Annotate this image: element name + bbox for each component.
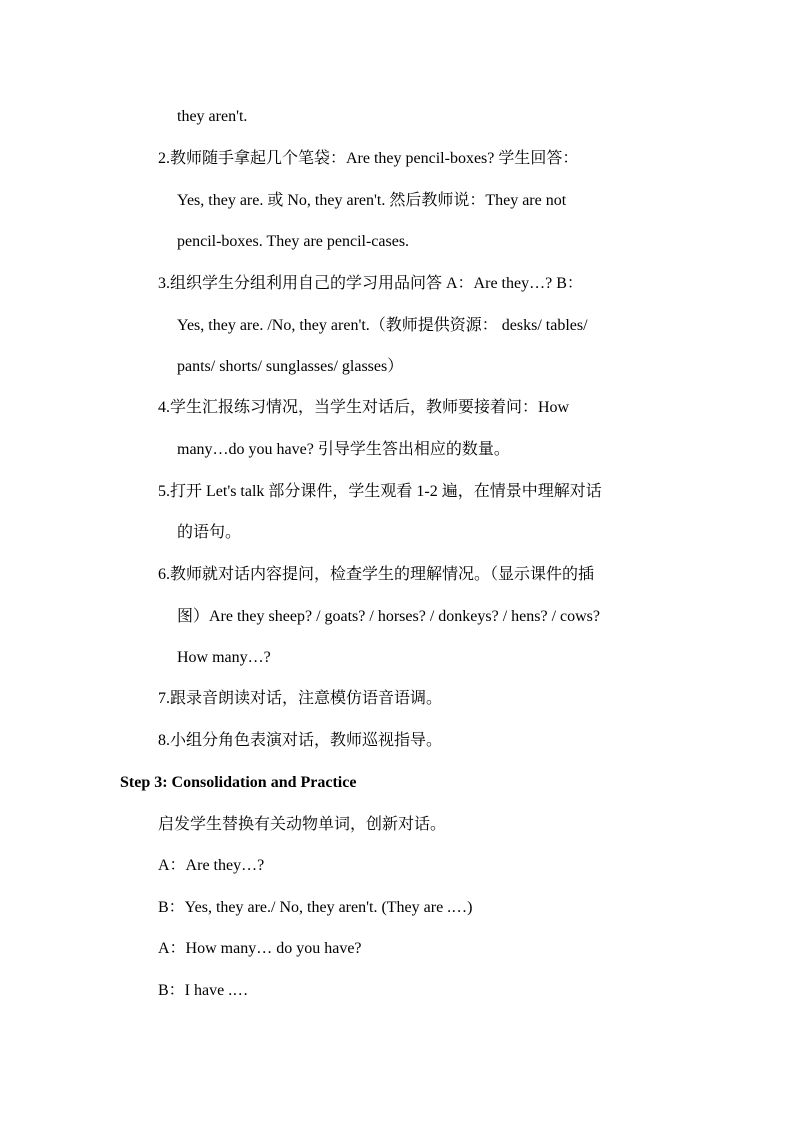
- line-3: Yes, they are. 或 No, they aren't. 然后教师说：They are not: [177, 192, 567, 209]
- line-14: How many…?: [177, 649, 271, 666]
- line-11: 的语句。: [177, 524, 242, 541]
- line-9: many…do you have? 引导学生答出相应的数量。: [177, 441, 510, 458]
- line-2: 2.教师随手拿起几个笔袋：Are they pencil-boxes? 学生回答：: [158, 150, 579, 167]
- line-15: 7.跟录音朗读对话，注意模仿语音语调。: [158, 690, 443, 707]
- line-10: 5.打开 Let's talk 部分课件，学生观看 1-2 遍，在情景中理解对话: [158, 483, 602, 500]
- dialogue-line-2: B：Yes, they are./ No, they aren't. (They are .…): [158, 899, 473, 916]
- dialogue-line-3: A：How many… do you have?: [158, 940, 362, 957]
- dialogue-line-1: A：Are they…?: [158, 857, 265, 874]
- line-6: Yes, they are. /No, they aren't.（教师提供资源： desks/ tables/: [177, 317, 588, 334]
- line-7: pants/ shorts/ sunglasses/ glasses）: [177, 358, 404, 375]
- line-4: pencil-boxes. They are pencil-cases.: [177, 233, 410, 250]
- line-18: 启发学生替换有关动物单词，创新对话。: [158, 816, 447, 833]
- line-5: 3.组织学生分组利用自己的学习用品问答 A：Are they…? B：: [158, 275, 583, 292]
- line-8: 4.学生汇报练习情况，当学生对话后，教师要接着问：How: [158, 399, 570, 416]
- line-12: 6.教师就对话内容提问，检查学生的理解情况。（显示课件的插: [158, 566, 595, 583]
- dialogue-line-4: B：I have .…: [158, 982, 249, 999]
- section-heading: Step 3: Consolidation and Practice: [120, 774, 357, 791]
- line-16: 8.小组分角色表演对话，教师巡视指导。: [158, 732, 443, 749]
- line-13: 图）Are they sheep? / goats? / horses? / donkeys? / hens? / cows?: [177, 608, 600, 625]
- line-1: they aren't.: [177, 108, 248, 125]
